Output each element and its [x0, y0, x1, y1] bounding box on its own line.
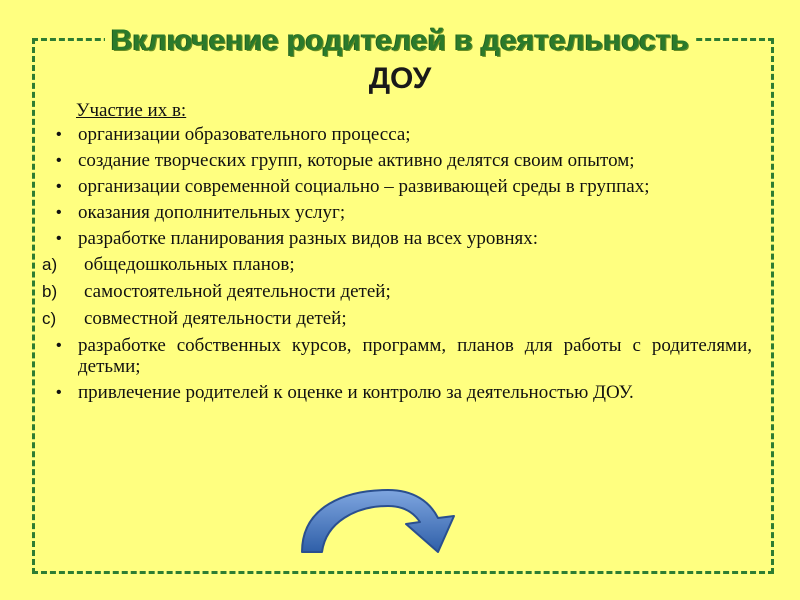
sub-list-item: [42, 254, 752, 275]
slide-title: [0, 22, 800, 98]
list-item: [50, 202, 752, 223]
list-item-text: организации образовательного процесса;: [78, 124, 411, 145]
list-item-text: оказания дополнительных услуг;: [78, 202, 346, 223]
list-item-text: разработке собственных курсов, программ, планов для работы с родителями, детьми;: [78, 335, 752, 377]
list-item: [50, 382, 752, 403]
list-item-text: организации современной социально – развивающей среды в группах;: [78, 176, 650, 197]
list-item-text: привлечение родителей к оценке и контролю за деятельностью ДОУ.: [78, 382, 634, 403]
sub-marker: c): [42, 309, 57, 328]
sub-list-item-text: совместной деятельности детей;: [84, 308, 347, 329]
bullet: •: [56, 230, 62, 247]
bullet: •: [56, 152, 62, 169]
list-item-text: разработке планирования разных видов на всех уровнях:: [78, 228, 539, 249]
sub-list-item-text: общедошкольных планов;: [84, 254, 295, 275]
title-line-2: ДОУ: [368, 62, 432, 95]
sub-list-item: [42, 308, 752, 329]
bullet: •: [56, 337, 62, 354]
list-item: [50, 176, 752, 197]
list-item: [50, 150, 752, 171]
sub-marker: b): [42, 282, 58, 301]
bullet: •: [56, 204, 62, 221]
list-item: [50, 124, 752, 145]
sub-list-item: [42, 281, 752, 302]
slide-content: [42, 100, 752, 408]
bullet: •: [56, 384, 62, 401]
title-line-1: Включение родителей в деятельность: [105, 22, 695, 60]
list-item: [50, 228, 752, 249]
bullet: •: [56, 178, 62, 195]
list-item-text: создание творческих групп, которые активно делятся своим опытом;: [78, 150, 635, 171]
lead-text: Участие их в:: [76, 100, 187, 121]
sub-marker: a): [42, 255, 58, 274]
sub-list-item-text: самостоятельной деятельности детей;: [84, 281, 391, 302]
curved-arrow-icon: [296, 486, 466, 556]
bullet: •: [56, 126, 62, 143]
list-item: [50, 335, 752, 377]
